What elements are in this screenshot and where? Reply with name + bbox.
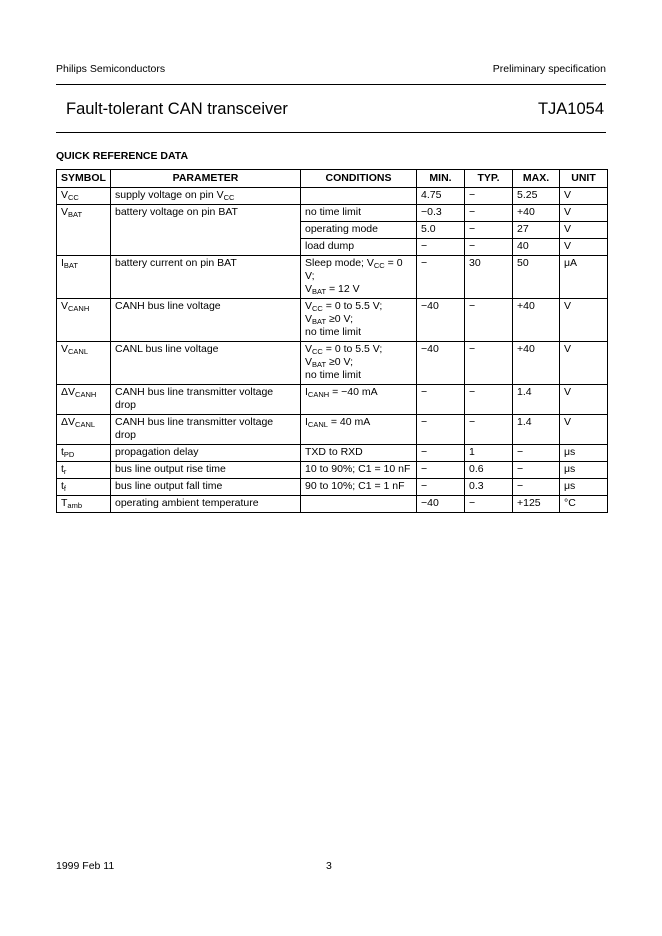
cell-conditions: TXD to RXD: [301, 445, 417, 462]
cell-parameter: operating ambient temperature: [111, 496, 301, 513]
header-rule-bottom: [56, 132, 606, 133]
cell-parameter: supply voltage on pin $V_{CC}$: [111, 188, 301, 205]
cell-typ: −: [465, 385, 513, 415]
cell-parameter: bus line output rise time: [111, 462, 301, 479]
cell-unit: V: [560, 299, 608, 342]
document-title: Fault-tolerant CAN transceiver: [66, 100, 288, 118]
cell-typ: 0.6: [465, 462, 513, 479]
cell-unit: V: [560, 188, 608, 205]
table-row: [57, 479, 608, 496]
header-company: Philips Semiconductors: [56, 63, 166, 75]
cell-parameter: bus line output fall time: [111, 479, 301, 496]
cell-min: −: [417, 462, 465, 479]
cell-symbol: $t_r$: [57, 462, 111, 479]
cell-parameter: CANH bus line voltage: [111, 299, 301, 342]
cell-unit: μA: [560, 256, 608, 299]
cell-conditions: [301, 496, 417, 513]
cell-unit: V: [560, 205, 608, 222]
col-header-min: MIN.: [417, 170, 465, 188]
table-row: [57, 188, 608, 205]
cell-min: 4.75: [417, 188, 465, 205]
cell-symbol: $\Delta V_{CANL}$: [57, 415, 111, 445]
cell-max: −: [513, 462, 560, 479]
cell-symbol: $t_{PD}$: [57, 445, 111, 462]
cell-unit: V: [560, 415, 608, 445]
cell-conditions: operating mode: [301, 222, 417, 239]
cell-max: +40: [513, 205, 560, 222]
cell-typ: −: [465, 239, 513, 256]
cell-conditions: Sleep mode; $V_{CC} = 0$ V; $V_{BAT} = 12$ V: [301, 256, 417, 299]
table-row: [57, 256, 608, 299]
section-title: QUICK REFERENCE DATA: [56, 150, 189, 162]
cell-typ: −: [465, 205, 513, 222]
table-header-row: [57, 170, 608, 188]
part-number: TJA1054: [537, 100, 604, 118]
cell-conditions: $I_{CANL} = 40$ mA: [301, 415, 417, 445]
cell-typ: −: [465, 496, 513, 513]
col-header-symbol: SYMBOL: [57, 170, 111, 188]
cell-max: +40: [513, 342, 560, 385]
cell-parameter: battery current on pin BAT: [111, 256, 301, 299]
cell-conditions: $I_{CANH} = -40$ mA: [301, 385, 417, 415]
cell-parameter: CANH bus line transmitter voltage drop: [111, 415, 301, 445]
cell-max: 40: [513, 239, 560, 256]
cell-typ: 0.3: [465, 479, 513, 496]
cell-min: −: [417, 239, 465, 256]
cell-conditions: no time limit: [301, 205, 417, 222]
cell-min: −: [417, 256, 465, 299]
cell-max: 1.4: [513, 415, 560, 445]
cell-min: −40: [417, 496, 465, 513]
cell-max: 50: [513, 256, 560, 299]
cell-parameter: battery voltage on pin BAT: [111, 205, 301, 256]
cell-typ: −: [465, 299, 513, 342]
cell-max: 1.4: [513, 385, 560, 415]
cell-parameter: CANL bus line voltage: [111, 342, 301, 385]
cell-max: 27: [513, 222, 560, 239]
cell-symbol: $V_{BAT}$: [57, 205, 111, 256]
cell-parameter: propagation delay: [111, 445, 301, 462]
cell-min: −40: [417, 299, 465, 342]
cell-conditions: [301, 188, 417, 205]
header-rule-top: [56, 84, 606, 85]
cell-conditions: load dump: [301, 239, 417, 256]
table-row: [57, 205, 608, 222]
cell-unit: V: [560, 222, 608, 239]
cell-unit: μs: [560, 445, 608, 462]
cell-symbol: $V_{CANL}$: [57, 342, 111, 385]
cell-symbol: $V_{CANH}$: [57, 299, 111, 342]
cell-conditions: 90 to 10%; C1 = 1 nF: [301, 479, 417, 496]
quick-reference-table: [56, 169, 608, 513]
cell-unit: V: [560, 239, 608, 256]
cell-symbol: $T_{amb}$: [57, 496, 111, 513]
cell-typ: −: [465, 222, 513, 239]
table-row: [57, 445, 608, 462]
table-row: [57, 385, 608, 415]
cell-min: −: [417, 415, 465, 445]
cell-unit: μs: [560, 462, 608, 479]
cell-min: 5.0: [417, 222, 465, 239]
cell-max: 5.25: [513, 188, 560, 205]
cell-max: +40: [513, 299, 560, 342]
cell-max: +125: [513, 496, 560, 513]
cell-typ: 30: [465, 256, 513, 299]
col-header-max: MAX.: [513, 170, 560, 188]
cell-max: −: [513, 479, 560, 496]
cell-min: −0.3: [417, 205, 465, 222]
cell-unit: V: [560, 385, 608, 415]
cell-conditions: $V_{CC} = 0$ to 5.5 V; $V_{BAT} \ge 0$ V; no time limit: [301, 342, 417, 385]
cell-symbol: $t_f$: [57, 479, 111, 496]
cell-min: −: [417, 445, 465, 462]
cell-symbol: $V_{CC}$: [57, 188, 111, 205]
table-row: [57, 462, 608, 479]
cell-typ: 1: [465, 445, 513, 462]
cell-unit: μs: [560, 479, 608, 496]
cell-typ: −: [465, 415, 513, 445]
cell-min: −40: [417, 342, 465, 385]
cell-conditions: 10 to 90%; C1 = 10 nF: [301, 462, 417, 479]
table-row: [57, 342, 608, 385]
header-doc-status: Preliminary specification: [492, 63, 606, 75]
cell-min: −: [417, 385, 465, 415]
cell-typ: −: [465, 342, 513, 385]
table-row: [57, 299, 608, 342]
cell-conditions: $V_{CC} = 0$ to 5.5 V; $V_{BAT} \ge 0$ V; no time limit: [301, 299, 417, 342]
footer-page-number: 3: [326, 860, 332, 872]
col-header-unit: UNIT: [560, 170, 608, 188]
footer-date: 1999 Feb 11: [56, 860, 115, 872]
cell-min: −: [417, 479, 465, 496]
table-row: [57, 496, 608, 513]
cell-unit: V: [560, 342, 608, 385]
col-header-conditions: CONDITIONS: [301, 170, 417, 188]
cell-parameter: CANH bus line transmitter voltage drop: [111, 385, 301, 415]
col-header-parameter: PARAMETER: [111, 170, 301, 188]
cell-symbol: $\Delta V_{CANH}$: [57, 385, 111, 415]
table-row: [57, 415, 608, 445]
cell-max: −: [513, 445, 560, 462]
cell-unit: °C: [560, 496, 608, 513]
cell-typ: −: [465, 188, 513, 205]
cell-symbol: $I_{BAT}$: [57, 256, 111, 299]
col-header-typ: TYP.: [465, 170, 513, 188]
